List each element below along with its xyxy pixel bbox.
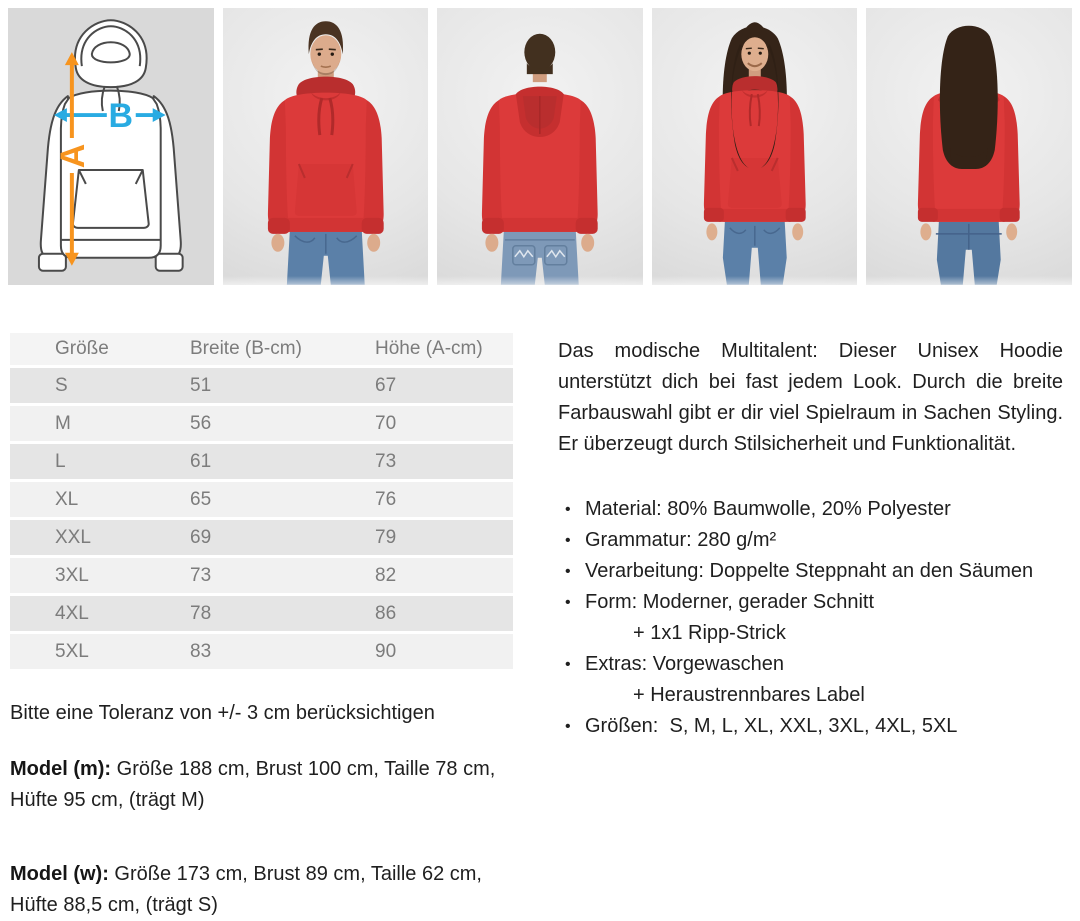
width-label: B: [108, 97, 134, 136]
width-cell: 69: [190, 526, 212, 548]
width-cell: 61: [190, 450, 212, 472]
list-item: [558, 556, 1063, 587]
height-cell: 73: [375, 450, 397, 472]
tolerance-note: Bitte eine Toleranz von +/- 3 cm berücksichtigen: [10, 702, 435, 724]
list-item: [558, 494, 1063, 525]
list-item: [558, 525, 1063, 556]
size-cell: XXL: [55, 526, 91, 548]
table-row: [10, 482, 513, 517]
model-m-label: Model (m):: [10, 758, 112, 780]
size-cell: L: [55, 450, 66, 472]
model-w-text: Größe 173 cm, Brust 89 cm, Taille 62 cm, Hüfte 88,5 cm, (trägt S): [10, 863, 482, 916]
photo-male-front: [223, 8, 429, 285]
feature-text: Größen: S, M, L, XL, XXL, 3XL, 4XL, 5XL: [585, 715, 958, 737]
bullet-icon: •: [565, 563, 571, 580]
model-w-note: [10, 859, 513, 921]
table-row: [10, 368, 513, 403]
size-cell: M: [55, 412, 71, 434]
photo-female-back: [866, 8, 1072, 285]
size-cell: 4XL: [55, 602, 89, 624]
width-cell: 65: [190, 488, 212, 510]
table-row: [10, 596, 513, 631]
model-m-text: Größe 188 cm, Brust 100 cm, Taille 78 cm, Hüfte 95 cm, (trägt M): [10, 758, 496, 811]
photo-female-front: [652, 8, 858, 285]
table-row: [10, 634, 513, 669]
description-column: [558, 333, 1063, 921]
col-header-width: Breite (B-cm): [190, 338, 302, 359]
female-back-photo: [866, 8, 1072, 285]
width-cell: 83: [190, 640, 212, 662]
list-item: [558, 587, 1063, 649]
bullet-icon: •: [565, 718, 571, 735]
table-row: [10, 558, 513, 593]
female-front-photo: [652, 8, 858, 285]
height-label: A: [53, 143, 92, 169]
bullet-icon: •: [565, 656, 571, 673]
size-diagram-image: [8, 8, 214, 285]
feature-text: Extras: Vorgewaschen: [585, 653, 784, 675]
size-cell: XL: [55, 488, 79, 510]
feature-text: Grammatur: 280 g/m²: [585, 529, 777, 551]
feature-list: [558, 494, 1063, 742]
height-cell: 67: [375, 374, 397, 396]
product-description: Das modische Multitalent: Dieser Unisex Hoodie unterstützt dich bei fast jedem Look. Durch die breite Farbauswahl gibt er dir viel Spielraum in Sachen Styling. Er überzeugt durch Stilsicherheit und Funktionalität.: [558, 340, 1063, 455]
height-cell: 70: [375, 412, 397, 434]
width-cell: 51: [190, 374, 212, 396]
model-m-note: [10, 754, 513, 816]
photo-male-back: [437, 8, 643, 285]
product-image-gallery: [0, 0, 1080, 285]
list-item: [558, 711, 1063, 742]
height-cell: 90: [375, 640, 397, 662]
size-table: [10, 333, 513, 669]
feature-subtext: + Heraustrennbares Label: [633, 684, 865, 706]
height-cell: 86: [375, 602, 397, 624]
feature-subtext: + 1x1 Ripp-Strick: [633, 622, 786, 644]
col-header-size: Größe: [55, 338, 109, 359]
size-cell: S: [55, 374, 68, 396]
product-info: [0, 333, 1080, 921]
list-item: [558, 649, 1063, 711]
feature-text: Material: 80% Baumwolle, 20% Polyester: [585, 498, 951, 520]
size-cell: 5XL: [55, 640, 89, 662]
male-front-photo: [223, 8, 429, 285]
bullet-icon: •: [565, 594, 571, 611]
bullet-icon: •: [565, 501, 571, 518]
height-cell: 79: [375, 526, 397, 548]
hoodie-measurement-drawing: [8, 8, 214, 285]
width-cell: 73: [190, 564, 212, 586]
width-cell: 56: [190, 412, 212, 434]
size-cell: 3XL: [55, 564, 89, 586]
table-row: [10, 406, 513, 441]
col-header-height: Höhe (A-cm): [375, 338, 483, 359]
bullet-icon: •: [565, 532, 571, 549]
width-cell: 78: [190, 602, 212, 624]
height-cell: 82: [375, 564, 397, 586]
table-row: [10, 520, 513, 555]
model-w-label: Model (w):: [10, 863, 109, 885]
size-info-column: [10, 333, 513, 921]
table-row: [10, 444, 513, 479]
height-cell: 76: [375, 488, 397, 510]
size-table-header: [10, 333, 513, 365]
male-back-photo: [437, 8, 643, 285]
feature-text: Verarbeitung: Doppelte Steppnaht an den Säumen: [585, 560, 1034, 582]
feature-text: Form: Moderner, gerader Schnitt: [585, 591, 875, 613]
